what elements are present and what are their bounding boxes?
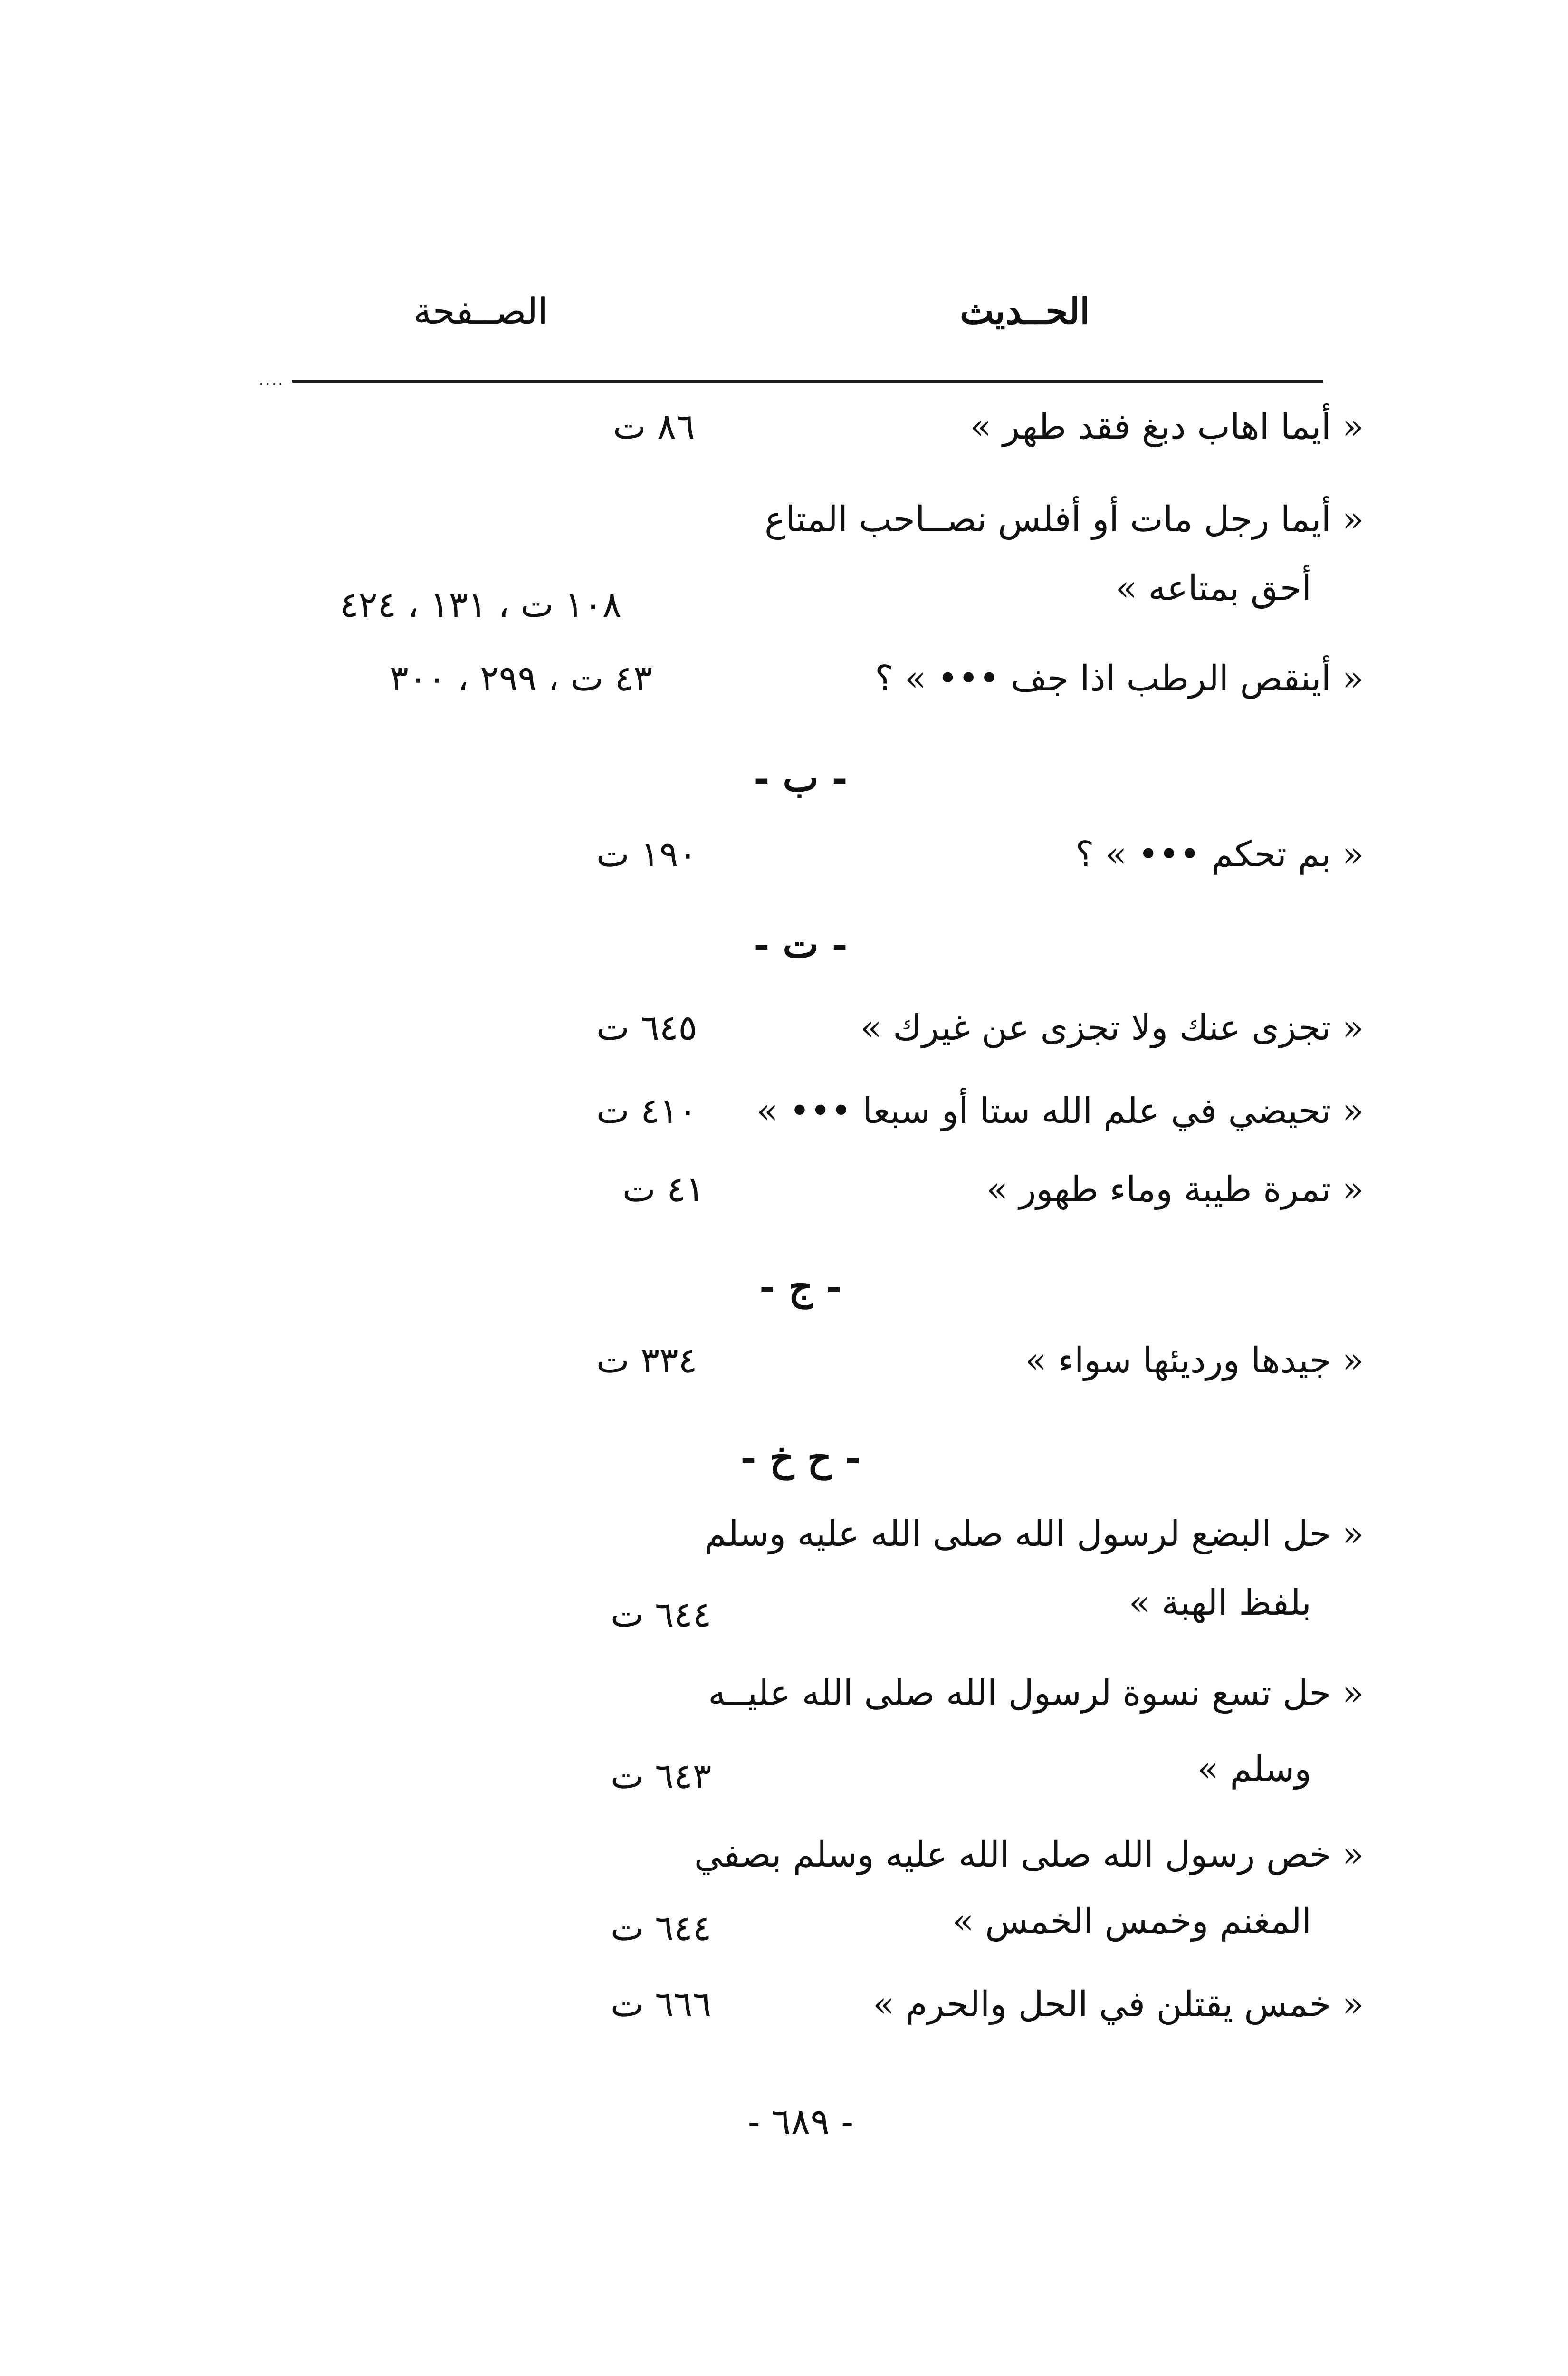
hadith-entry-text: « تحيضي في علم الله ستا أو سبعا ••• » [756,1091,1364,1131]
hadith-entry-text: « تمرة طيبة وماء طهور » [986,1169,1364,1210]
hadith-entry-text: « تجزى عنك ولا تجزى عن غيرك » [860,1007,1364,1048]
hadith-entry-continuation: أحق بمتاعه » [1115,568,1311,609]
hadith-entry-text: « جيدها ورديئها سواء » [1025,1340,1364,1381]
hadith-entry-text: « خمس يقتلن في الحل والحرم » [873,1984,1364,2025]
header-divider [292,380,1323,383]
hadith-entry-continuation: المغنم وخمس الخمس » [952,1901,1311,1942]
section-heading-ha-kha: - ح خ - [740,1435,861,1480]
hadith-entry-text: « أيما رجل مات أو أفلس نصــاحب المتاع [765,499,1364,540]
hadith-entry-text: « أينقص الرطب اذا جف ••• » ؟ [875,658,1364,699]
header-divider-dots: .... [259,372,285,389]
section-heading-jim: - ج - [759,1264,842,1309]
column-header-page: الصــفحة [413,290,548,332]
section-heading-ba: - ب - [754,756,848,800]
hadith-entry-pages: ٦٤٣ ت [611,1756,712,1797]
hadith-entry-pages: ٤١ ت [622,1169,705,1210]
hadith-entry-pages: ٦٦٦ ت [611,1984,712,2025]
hadith-entry-text: « حل تسع نسوة لرسول الله صلى الله عليــه [708,1673,1364,1714]
hadith-entry-pages: ٤١٠ ت [596,1091,698,1131]
hadith-entry-pages: ٤٣ ت ، ٢٩٩ ، ٣٠٠ [390,658,653,699]
hadith-entry-pages: ٦٤٤ ت [611,1594,712,1635]
page-number: - ٦٨٩ - [747,2100,854,2143]
column-header-hadith: الحــديث [960,290,1090,332]
hadith-entry-pages: ٦٤٤ ت [611,1908,712,1949]
hadith-entry-text: « خص رسول الله صلى الله عليه وسلم بصفي [694,1834,1364,1875]
hadith-entry-text: « حل البضع لرسول الله صلى الله عليه وسلم [704,1514,1364,1554]
section-heading-ta: - ت - [754,922,848,967]
hadith-entry-pages: ٦٤٥ ت [596,1007,698,1048]
hadith-entry-pages: ٣٣٤ ت [596,1340,698,1381]
hadith-entry-pages: ٨٦ ت [613,406,695,447]
hadith-entry-continuation: وسلم » [1197,1749,1311,1790]
hadith-entry-continuation: بلفظ الهبة » [1128,1582,1311,1623]
hadith-entry-text: « بم تحكم ••• » ؟ [1075,834,1364,875]
hadith-entry-pages: ١٩٠ ت [596,834,698,875]
hadith-entry-text: « أيما اهاب دبغ فقد طهر » [970,406,1364,447]
hadith-entry-pages: ١٠٨ ت ، ١٣١ ، ٤٢٤ [340,584,621,625]
